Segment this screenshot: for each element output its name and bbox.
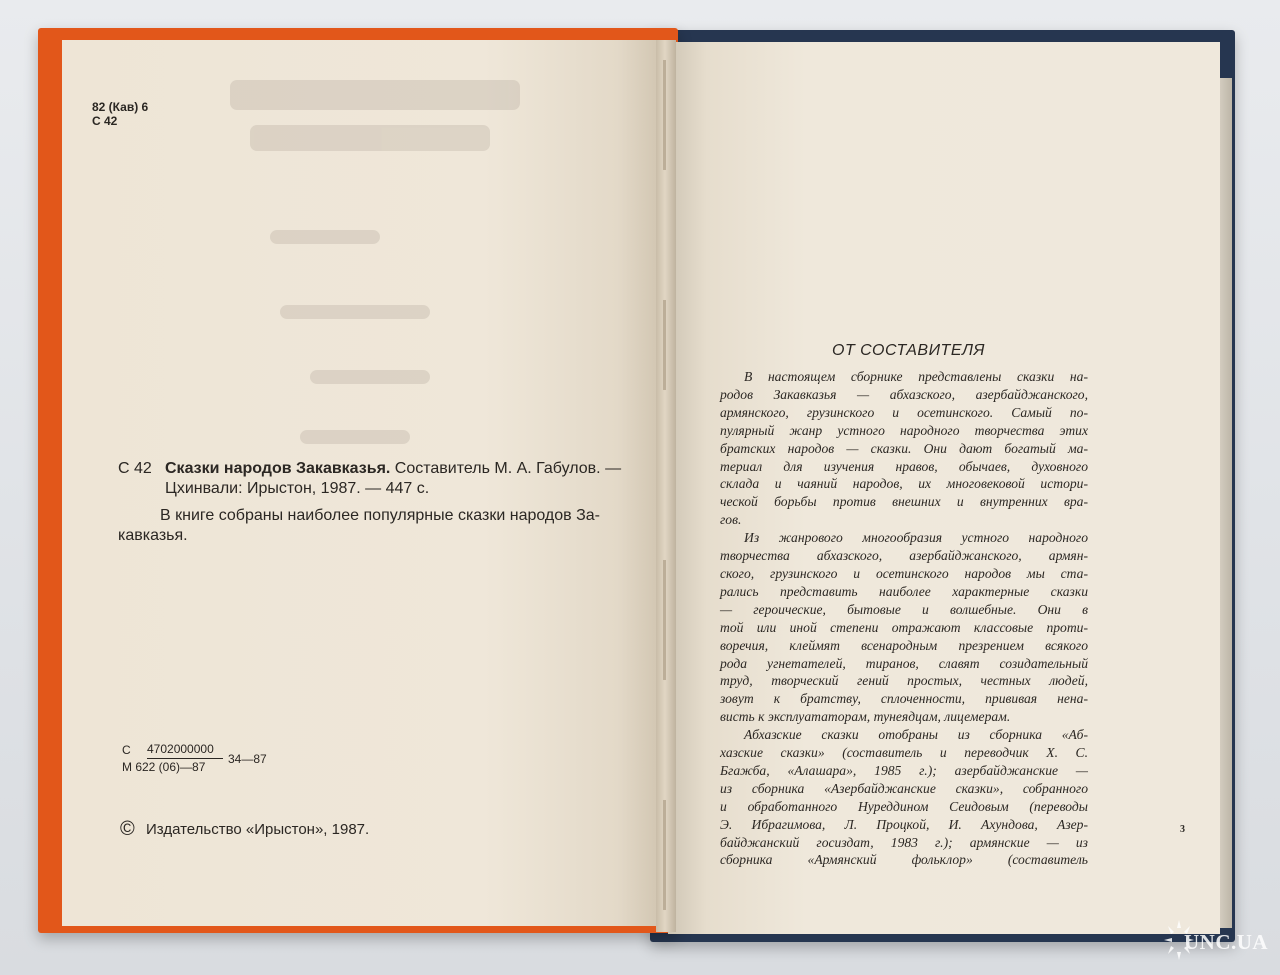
index-number: 4702000000 [147,742,214,756]
copyright-line: Издательство «Ирыстон», 1987. [146,821,370,838]
bib-record-line1 [165,460,621,478]
text-line: пулярный жанр устного народного творчества этих [720,422,1088,438]
text-line: из сборника «Азербайджанские сказки», собранного [720,780,1088,796]
text-line: родов Закавказья — абхазского, азербайджанского, [720,386,1088,402]
bib-mark: С 42 [118,460,152,477]
classification-code: 82 (Кав) 6 [92,100,149,114]
text-line: Абхазские сказки отобраны из сборника «Аб- [744,727,1088,743]
text-line: армянского, грузинского и осетинского. Самый по- [720,404,1088,420]
binding-stitch [663,560,666,680]
bib-record-line2: Цхинвали: Ирыстон, 1987. — 447 с. [165,480,430,497]
index-tail: 34—87 [228,752,267,766]
text-line: склада и чаяний народов, их многовековой истори- [720,476,1088,492]
text-line: и обработанного Нуреддином Сеидовым (переводы [720,798,1088,814]
book-title: Сказки народов Закавказья. [165,460,391,477]
introduction-text [720,368,1088,869]
text-line: гов. [720,512,742,528]
page-block-edge [1218,78,1232,928]
binding-stitch [663,800,666,910]
bib-compiler: Составитель М. А. Габулов. — [390,460,622,477]
text-line: хазские сказки» (составитель и переводчик Х. С. [720,745,1088,761]
text-line: висть к эксплуататорам, тунеядцам, лицемерам. [720,709,1011,725]
text-line: ского, грузинского и осетинского народов мы ста- [720,565,1088,581]
author-mark: С 42 [92,114,118,128]
annotation-line2: кавказья. [118,527,188,544]
section-heading: ОТ СОСТАВИТЕЛЯ [832,342,985,359]
text-line: — героические, бытовые и волшебные. Они в [720,601,1088,617]
text-line: ческой борьбы против внешних и внутренних вра- [720,494,1088,510]
text-line: Бгажба, «Алашара», 1985 г.); азербайджанские — [720,762,1088,778]
index-m: М 622 (06)—87 [122,760,206,774]
text-line: байджанский госиздат, 1983 г.); армянские — из [720,834,1088,850]
book-gutter [656,40,676,932]
text-line: братских народов — сказки. Они дают богатый ма- [720,440,1088,456]
index-fraction-line [147,758,223,759]
text-line: Э. Ибрагимова, Л. Процкой, И. Ахундова, Азер- [720,816,1088,832]
text-line: В настоящем сборнике представлены сказки на- [744,369,1088,384]
text-line: зовут к братству, сплоченности, прививая нена- [720,691,1088,707]
text-line: воречия, клеймят всенародным презрением всякого [720,637,1088,653]
text-line: творчества абхазского, азербайджанского, армян- [720,548,1088,564]
text-line: той или иной степени отражают классовые проти- [720,619,1088,635]
binding-stitch [663,60,666,170]
index-c: С [122,743,131,757]
text-line: труд, творческий гений простых, честных людей, [720,673,1088,689]
binding-stitch [663,300,666,390]
page-number: 3 [1180,824,1185,835]
text-line: териал для изучения нравов, обычаев, духовного [720,458,1088,474]
text-line: Из жанрового многообразия устного народного [744,530,1088,546]
text-line: рода угнетателей, тиранов, славят созидательный [720,655,1088,671]
watermark-text: UNC.UA [1184,930,1269,954]
text-line: рались представить наиболее характерные сказки [720,583,1088,599]
text-line: сборника «Армянский фольклор» (составитель [720,852,1088,868]
watermark [1164,914,1274,966]
copyright-symbol: © [120,818,135,840]
annotation-line1: В книге собраны наиболее популярные сказки народов За- [160,507,600,524]
